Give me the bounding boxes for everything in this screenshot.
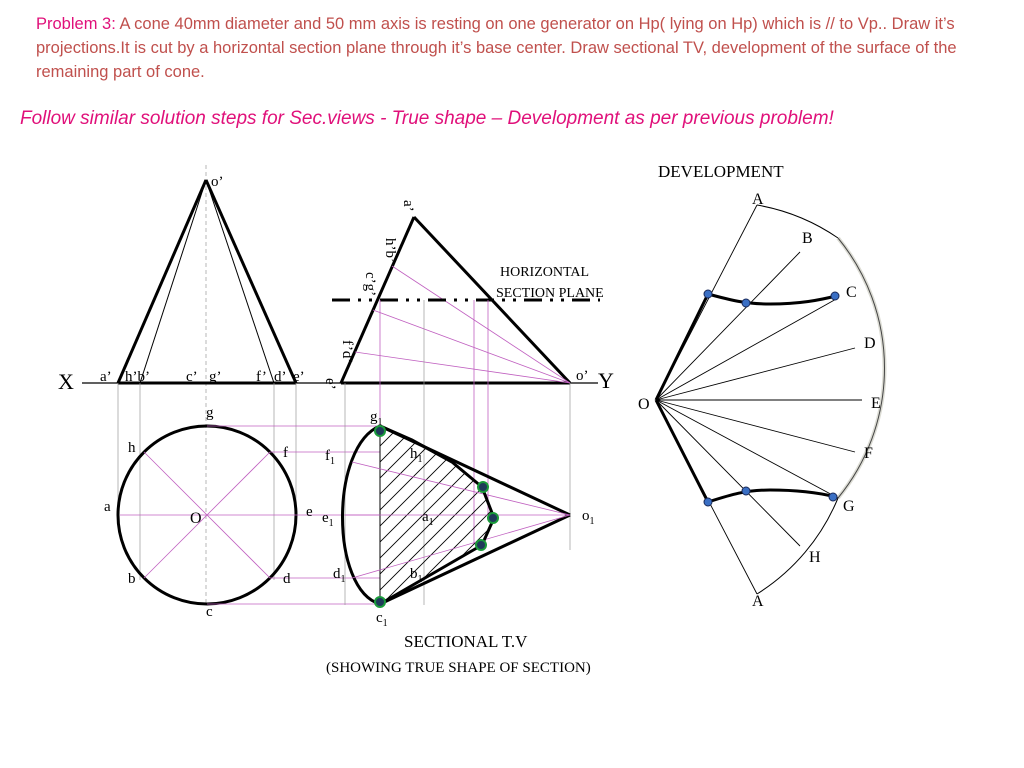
sec-label-b: $b_1$ [410,566,423,585]
tv-label-b: b [128,571,136,587]
dev-label-E: E [871,395,881,412]
problem-text: A cone 40mm diameter and 50 mm axis is resting on one generator on Hp( lying on Hp) which is // to Vp.. Draw it’s projections.It is cut by a horizontal section plane through it’s base center. Draw sectional TV, development of the surface of the remaining part of cone. [36,15,957,81]
fv-apex-label: o’ [211,174,224,190]
development [638,162,884,610]
x-label: X [58,369,74,394]
sec-label-g: $g_1$ [370,409,383,428]
tv-label-d: d [283,571,291,587]
tv-label-g: g [206,405,214,421]
dev-label-A-bottom: A [752,593,764,610]
fv-label-a: a’ [100,369,112,385]
tilted-label-e: e’ [322,378,338,390]
tv-label-c: c [206,604,213,620]
fv-label-c: c’ [186,369,198,385]
sectional-tv-subtitle: (SHOWING TRUE SHAPE OF SECTION) [326,660,591,676]
tv-center-label: O [190,510,202,527]
sec-label-o: $o_1$ [582,508,595,527]
dev-label-B: B [802,230,813,247]
dev-generators [656,205,862,594]
sec-label-d: $d_1$ [333,566,346,585]
dev-label-G: G [843,498,855,515]
sec-label-h: $h_1$ [410,446,423,465]
fv-label-f: f’ [256,369,267,385]
sec-label-f: $f_1$ [325,448,335,467]
front-view [100,165,305,605]
sec-label-a: $a_1$ [422,509,434,528]
sec-label-c: $c_1$ [376,610,388,629]
sec-label-e: $e_1$ [322,510,334,529]
tilted-label-cg: c’g’ [362,272,378,297]
dev-center-label: O [638,396,650,413]
section-plane-label-1: HORIZONTAL [500,265,590,280]
sectional-tv-title: SECTIONAL T.V [404,632,528,651]
dev-label-F: F [864,445,873,462]
dev-label-A-top: A [752,191,764,208]
sectional-top-view [322,390,644,676]
y-label: Y [598,368,614,393]
tilted-cone-fv [322,200,604,605]
tilted-label-a: a’ [400,200,416,212]
fv-label-g: g’ [209,369,222,385]
dev-label-H: H [809,549,821,566]
dev-label-C: C [846,284,857,301]
problem-label: Problem 3: [36,15,116,33]
dev-label-D: D [864,335,876,352]
instruction-text: Follow similar solution steps for Sec.views - True shape – Development as per previous problem! [20,108,834,129]
fv-label-e: e’ [293,369,305,385]
tilted-apex-label: o’ [576,368,589,384]
top-view-circle [104,405,380,620]
tv-label-f: f [283,445,288,461]
fv-label-hb: h’b’ [125,369,150,385]
section-plane-label-2: SECTION PLANE [496,286,604,301]
tv-label-e: e [306,504,313,520]
tv-label-h: h [128,440,136,456]
tv-label-a: a [104,499,111,515]
section-hatching [340,390,644,620]
tilted-label-hb: h’b’ [382,238,398,263]
tilted-label-fd: f’d’ [339,340,355,364]
development-title: DEVELOPMENT [658,162,784,181]
fv-label-d: d’ [274,369,287,385]
dev-points [704,290,839,506]
